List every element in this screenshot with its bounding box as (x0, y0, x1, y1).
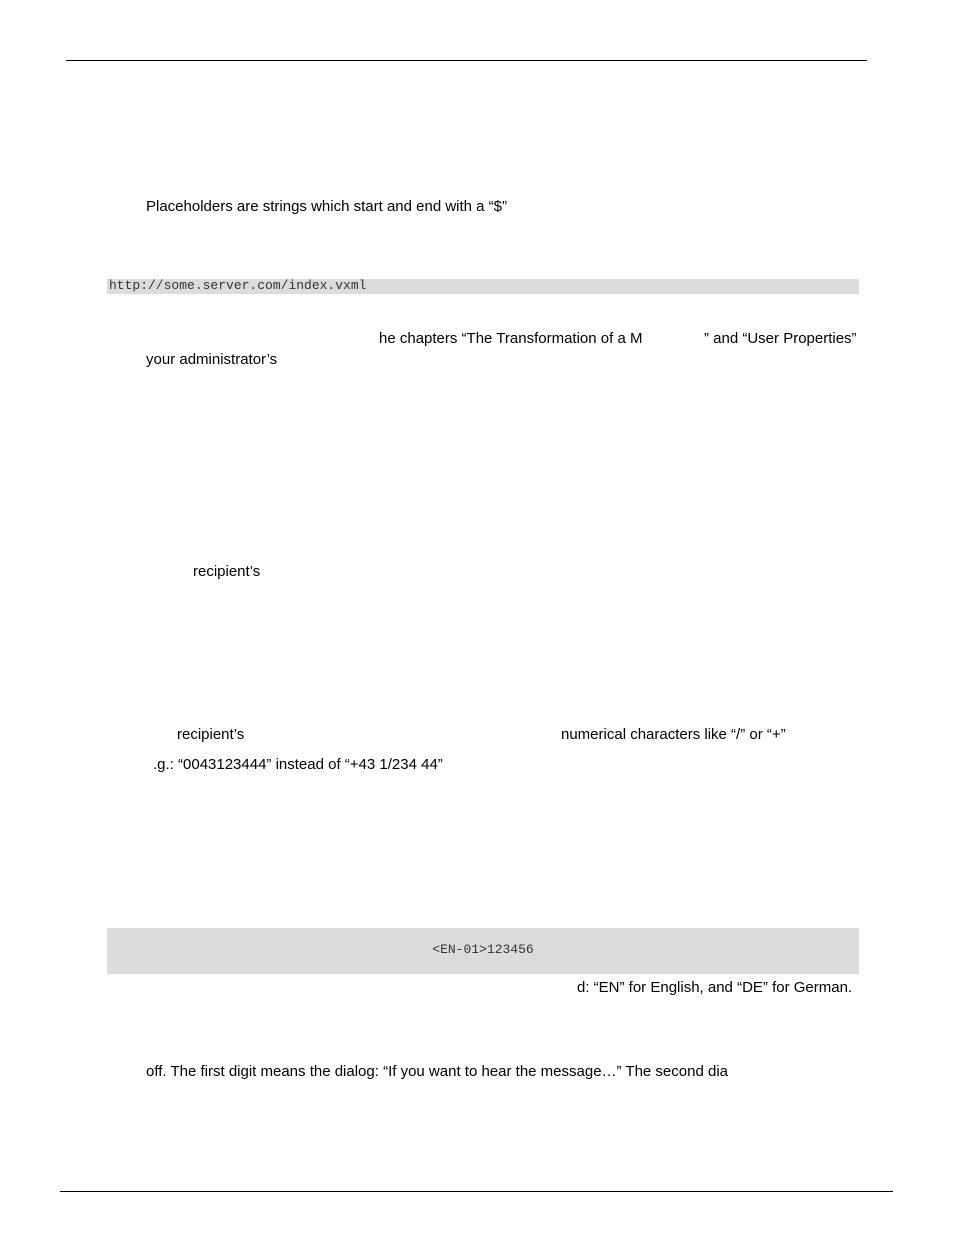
administrator-text: your administrator’s (146, 351, 278, 368)
example-number-text: .g.: “0043123444” instead of “+43 1/234 44” (153, 756, 443, 773)
header-rule (66, 60, 867, 61)
recipient-text-2: recipient’s (177, 726, 245, 743)
first-digit-text: off. The first digit means the dialog: “If you want to hear the message…” The second dia (146, 1063, 728, 1080)
url-code-text: http://some.server.com/index.vxml (109, 278, 367, 293)
recipient-text-1: recipient’s (193, 563, 261, 580)
url-code-block (107, 279, 859, 294)
numerical-characters-text: numerical characters like “/” or “+” (561, 726, 786, 743)
placeholders-intro-text: Placeholders are strings which start and end with a “$” (146, 198, 508, 215)
language-code-block (107, 928, 859, 974)
user-properties-text: ” and “User Properties” (704, 330, 857, 347)
chapters-reference-text: he chapters “The Transformation of a M (379, 330, 643, 347)
language-codes-text: d: “EN” for English, and “DE” for German. (577, 979, 853, 996)
footer-rule (60, 1191, 893, 1192)
language-code-text: <EN-01>123456 (432, 942, 534, 957)
